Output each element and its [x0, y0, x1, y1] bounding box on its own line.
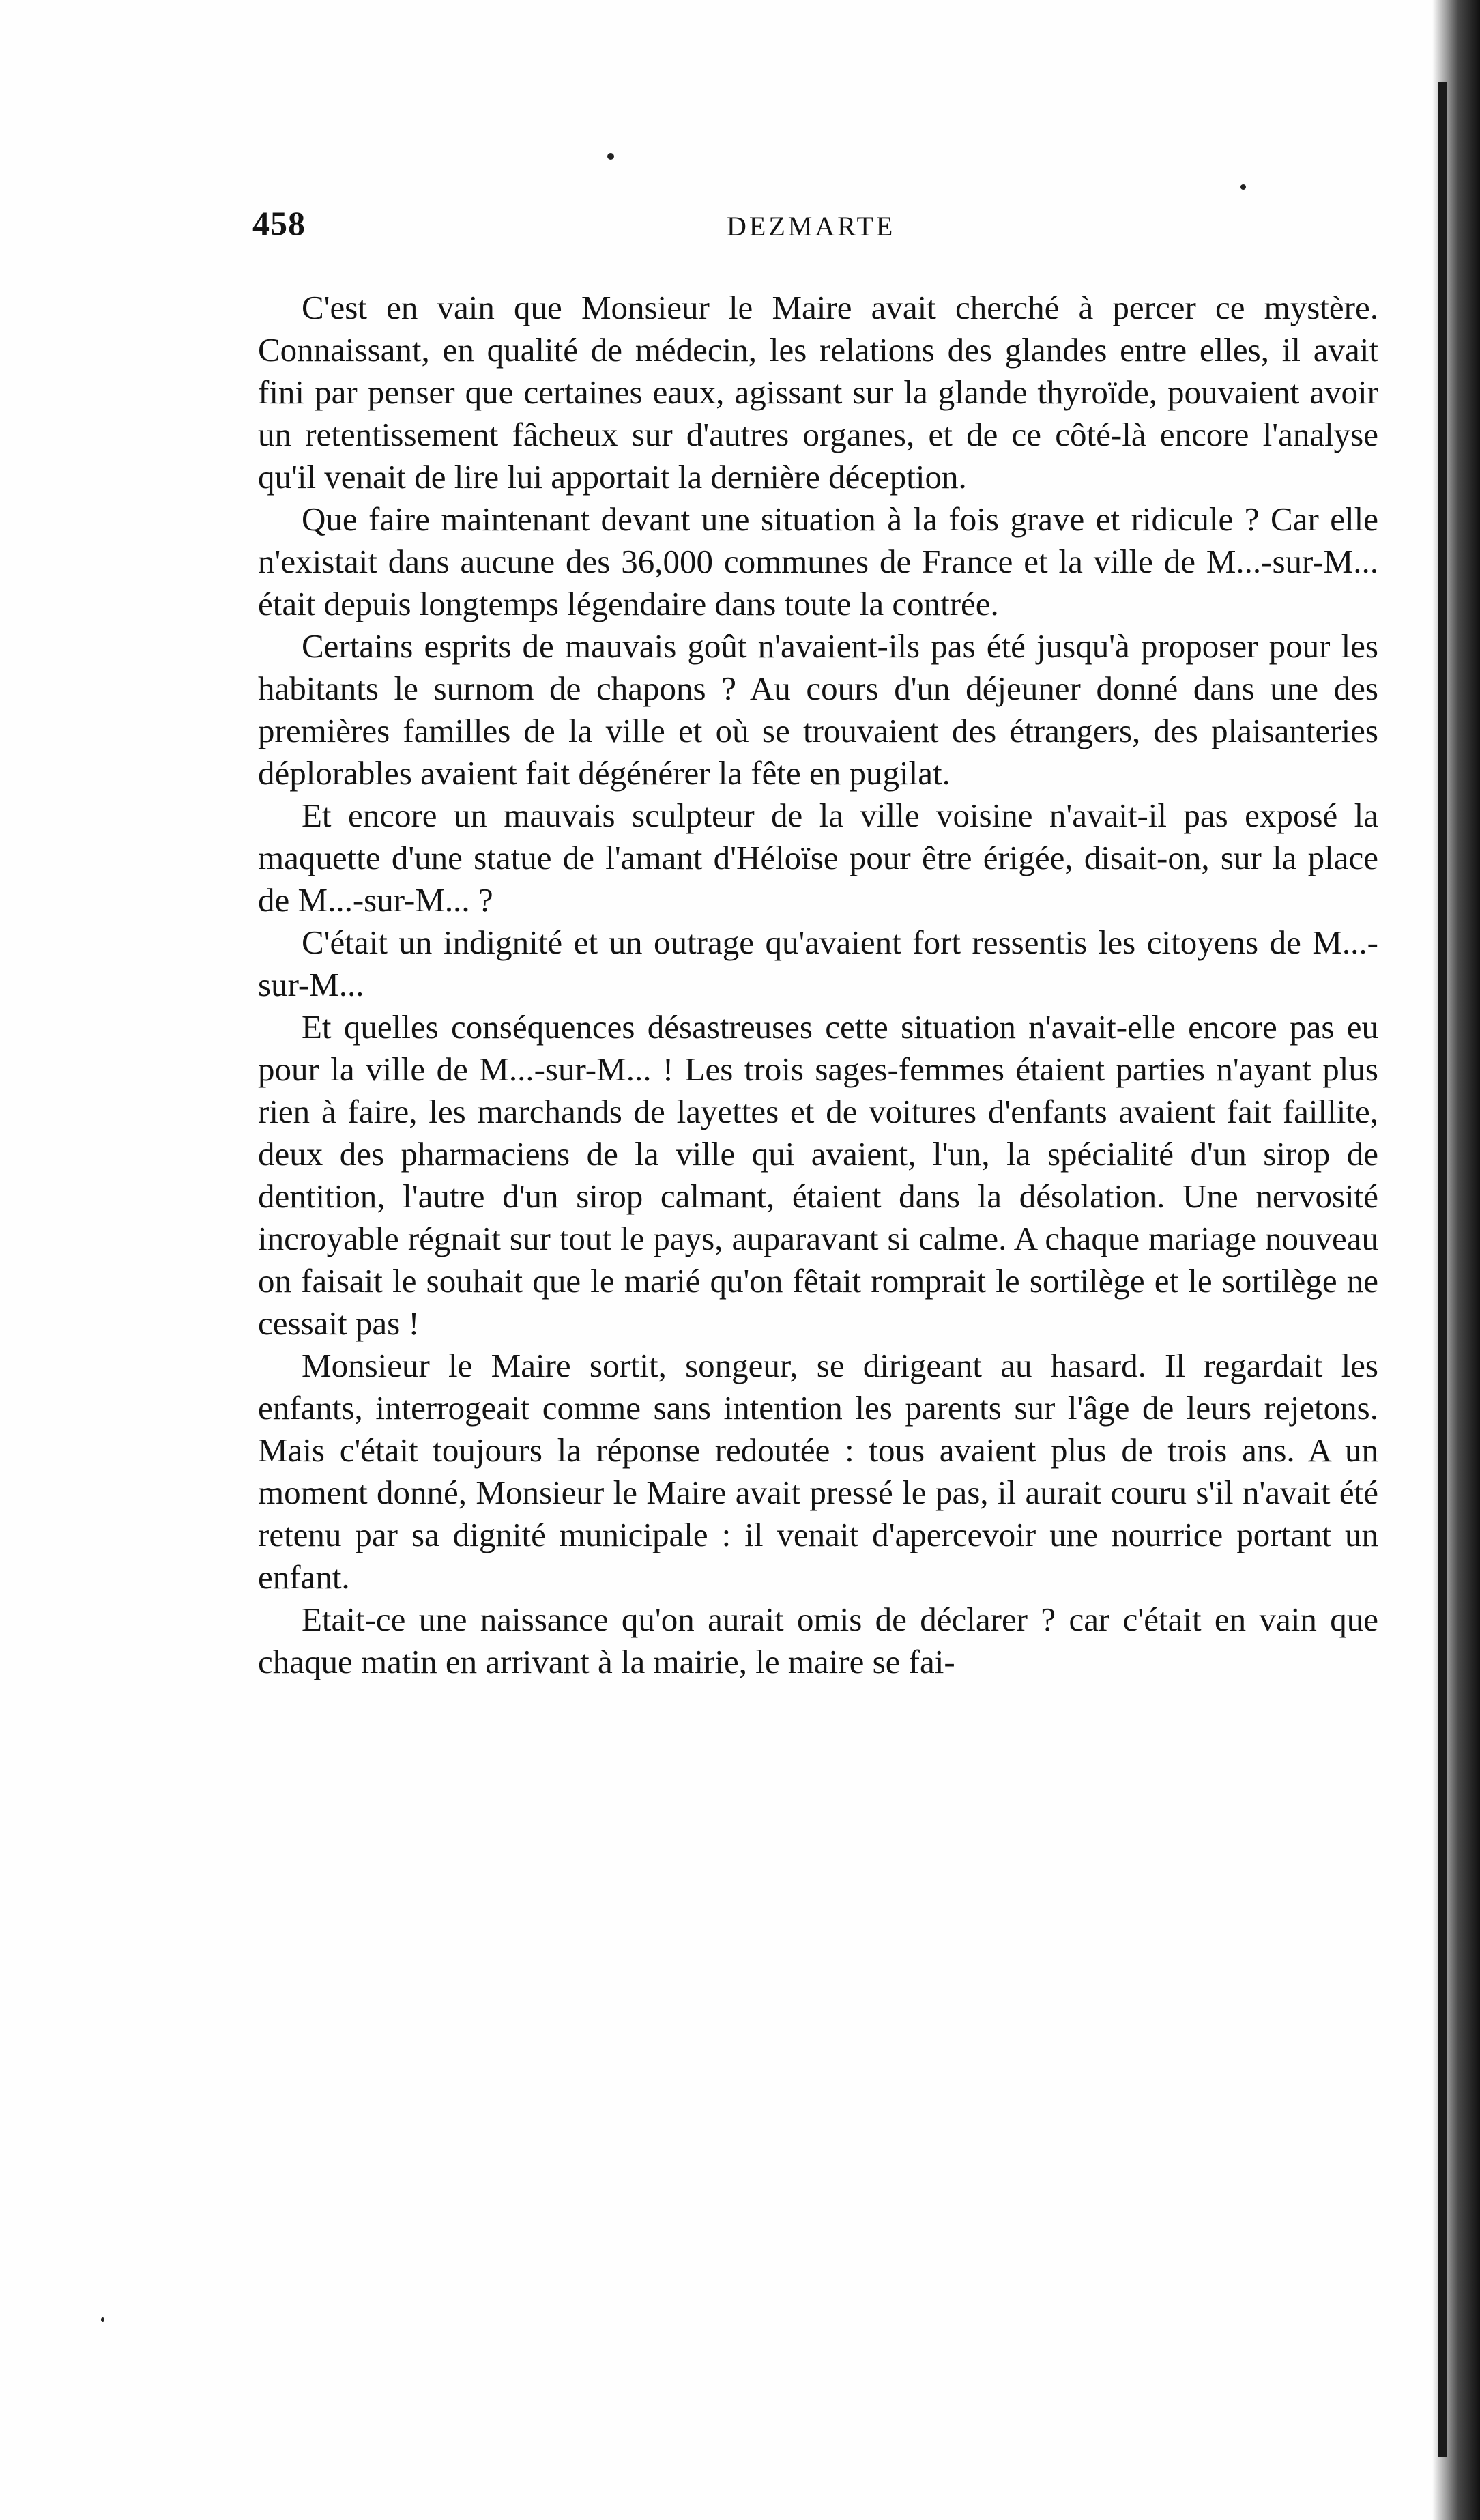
paragraph: Etait-ce une naissance qu'on aurait omis de déclarer ? car c'était en vain que chaque matin en arrivant à la mairie, le maire se fai-	[258, 1601, 1378, 1680]
paragraph: Et quelles conséquences désastreuses cette situation n'avait-elle encore pas eu pour la ville de M...-sur-M... ! Les trois sages-femmes étaient parties n'ayant plus rien à faire, les marchands de layettes et de voitures d'enfants avaient fait faillite, deux des pharmaciens de la ville qui avaient, l'un, la spécialité d'un sirop de dentition, l'autre d'un sirop calmant, étaient dans la désolation. Une nervosité incroyable régnait sur tout le pays, auparavant si calme. A chaque mariage nouveau on faisait le souhait que le marié qu'on fêtait romprait le sortilège et le sortilège ne cessait pas !	[258, 1008, 1378, 1342]
ink-speck	[101, 2317, 104, 2322]
paragraph: C'est en vain que Monsieur le Maire avait cherché à percer ce mystère. Connaissant, en qualité de médecin, les relations des glandes entre elles, il avait fini par penser que certaines eaux, agissant sur la glande thyroïde, pouvaient avoir un retentissement fâcheux sur d'autres organes, et de ce côté-là encore l'analyse qu'il venait de lire lui apportait la dernière déception.	[258, 289, 1378, 496]
page-header	[252, 203, 1406, 251]
paragraph: C'était un indignité et un outrage qu'avaient fort ressentis les citoyens de M...-sur-M...	[258, 923, 1378, 1003]
page-number: 458	[252, 204, 306, 242]
paragraph: Monsieur le Maire sortit, songeur, se dirigeant au hasard. Il regardait les enfants, interrogeait comme sans intention les parents sur l'âge de leurs rejetons. Mais c'était toujours la réponse redoutée : tous avaient plus de trois ans. A un moment donné, Monsieur le Maire avait pressé le pas, il aurait couru s'il n'avait été retenu par sa dignité municipale : il venait d'apercevoir une nourrice portant un enfant.	[258, 1347, 1378, 1596]
body-text	[258, 287, 1378, 1683]
running-title: DEZMARTE	[727, 211, 896, 242]
ink-speck	[607, 153, 614, 160]
paragraph: Que faire maintenant devant une situation à la fois grave et ridicule ? Car elle n'existait dans aucune des 36,000 communes de France et la ville de M...-sur-M... était depuis longtemps légendaire dans toute la contrée.	[258, 500, 1378, 622]
paragraph: Certains esprits de mauvais goût n'avaient-ils pas été jusqu'à proposer pour les habitants le surnom de chapons ? Au cours d'un déjeuner donné dans une des premières familles de la ville et où se trouvaient des étrangers, des plaisanteries déplorables avaient fait dégénérer la fête en pugilat.	[258, 627, 1378, 792]
ink-speck	[1240, 184, 1246, 190]
paragraph: Et encore un mauvais sculpteur de la ville voisine n'avait-il pas exposé la maquette d'une statue de l'amant d'Héloïse pour être érigée, disait-on, sur la place de M...-sur-M... ?	[258, 797, 1378, 919]
binding-edge	[1438, 82, 1447, 2457]
